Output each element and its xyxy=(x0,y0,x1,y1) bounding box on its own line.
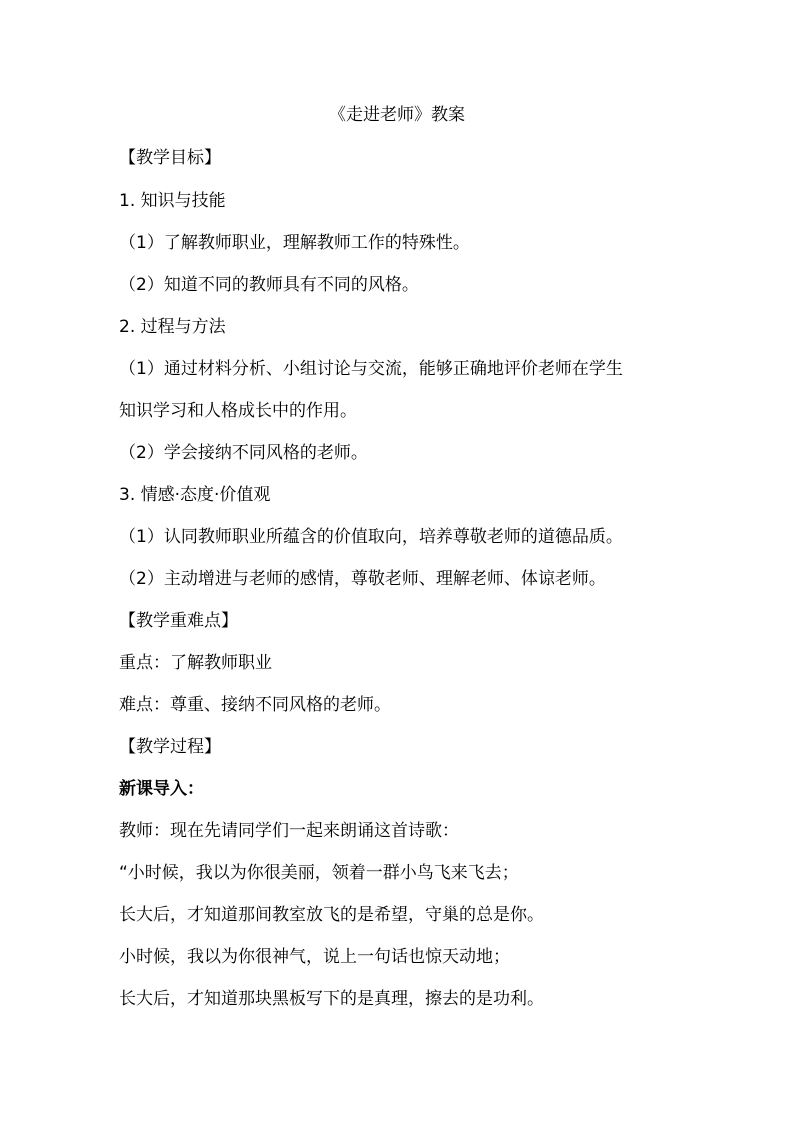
paragraph-line: （2）知道不同的教师具有不同的风格。 xyxy=(119,275,419,295)
section-heading-teaching-process: 【教学过程】 xyxy=(119,737,221,757)
paragraph-line: （1）认同教师职业所蕴含的价值取向，培养尊敬老师的道德品质。 xyxy=(119,527,623,547)
poem-line: 长大后，才知道那间教室放飞的是希望，守巢的总是你。 xyxy=(119,905,544,925)
section-heading-teaching-goals: 【教学目标】 xyxy=(119,148,221,168)
paragraph-line: （1）通过材料分析、小组讨论与交流，能够正确地评价老师在学生 xyxy=(119,359,623,379)
document-title: 《走进老师》教案 xyxy=(329,105,465,125)
subheading-process-method: 2. 过程与方法 xyxy=(119,317,226,337)
poem-line: “小时候，我以为你很美丽，领着一群小鸟飞来飞去； xyxy=(119,863,519,883)
paragraph-line: （2）学会接纳不同风格的老师。 xyxy=(119,443,368,463)
paragraph-line: 重点：了解教师职业 xyxy=(119,653,272,673)
paragraph-line: （1）了解教师职业，理解教师工作的特殊性。 xyxy=(119,233,470,253)
poem-line: 长大后，才知道那块黑板写下的是真理，擦去的是功利。 xyxy=(119,989,544,1009)
paragraph-line: 教师：现在先请同学们一起来朗诵这首诗歌： xyxy=(119,821,459,841)
subheading-emotion-values: 3. 情感·态度·价值观 xyxy=(119,485,271,505)
poem-line: 小时候，我以为你很神气，说上一句话也惊天动地； xyxy=(119,947,510,967)
paragraph-line: 知识学习和人格成长中的作用。 xyxy=(119,401,357,421)
subheading-lesson-intro: 新课导入： xyxy=(119,779,204,799)
section-heading-key-difficult-points: 【教学重难点】 xyxy=(119,611,238,631)
paragraph-line: 难点：尊重、接纳不同风格的老师。 xyxy=(119,695,391,715)
subheading-knowledge-skills: 1. 知识与技能 xyxy=(119,191,226,211)
paragraph-line: （2）主动增进与老师的感情，尊敬老师、理解老师、体谅老师。 xyxy=(119,569,606,589)
